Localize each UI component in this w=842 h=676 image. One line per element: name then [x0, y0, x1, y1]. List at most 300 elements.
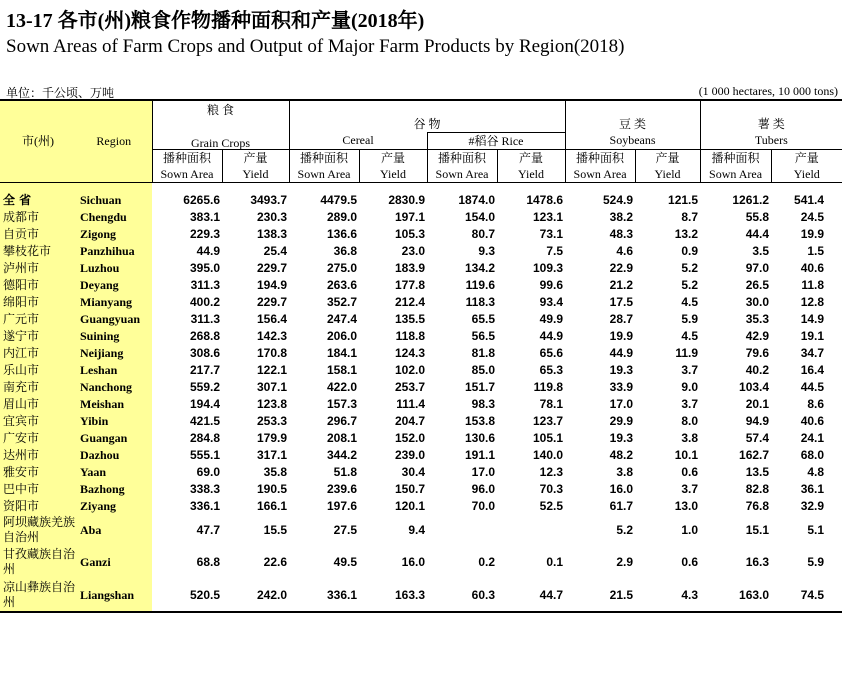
col-header-yield-en: Yield — [771, 167, 842, 183]
value-cell: 119.8 — [533, 379, 564, 394]
table-row — [0, 242, 842, 259]
region-name-en: Ganzi — [76, 546, 152, 578]
col-header-grain-cn: 粮 食 — [152, 100, 289, 118]
value-cell: 105.3 — [394, 226, 426, 241]
value-cell: 111.4 — [396, 396, 426, 411]
col-header-rice: #稻谷 Rice — [427, 132, 565, 149]
value-cell: 311.3 — [190, 311, 220, 326]
value-cell: 336.1 — [189, 498, 220, 513]
value-cell: 98.3 — [471, 396, 496, 411]
region-name-cn: 广元市 — [0, 310, 76, 327]
table-row — [0, 480, 842, 497]
region-name-en: Nanchong — [76, 378, 152, 395]
value-cell: 422.0 — [326, 379, 358, 394]
value-cell: 19.3 — [609, 362, 634, 377]
region-name-cn: 巴中市 — [0, 480, 76, 497]
table-title-en: Sown Areas of Farm Crops and Output of Major Farm Products by Region(2018) — [6, 36, 625, 57]
col-header-yield-cn: 产量 — [635, 149, 700, 167]
value-cell: 194.4 — [189, 396, 220, 411]
value-cell: 1874.0 — [458, 192, 496, 207]
region-name-en: Luzhou — [76, 259, 152, 276]
col-header-tuber-en: Tubers — [700, 132, 842, 149]
value-cell: 16.0 — [401, 555, 426, 569]
table-row — [0, 412, 842, 429]
value-cell: 93.4 — [539, 294, 564, 309]
value-cell: 55.8 — [745, 209, 770, 224]
value-cell: 135.5 — [394, 311, 426, 326]
value-cell: 239.6 — [326, 481, 358, 496]
value-cell: 352.7 — [326, 294, 358, 309]
table-row — [0, 463, 842, 480]
region-col-fill — [76, 182, 152, 191]
value-cell: 9.3 — [478, 243, 496, 258]
value-cell: 68.8 — [196, 555, 220, 569]
col-header-area-en: Sown Area — [289, 167, 359, 183]
value-cell: 76.8 — [745, 498, 770, 513]
value-cell: 170.8 — [256, 345, 288, 360]
value-cell: 29.9 — [609, 413, 634, 428]
value-cell: 15.5 — [263, 523, 288, 537]
value-cell: 0.6 — [681, 464, 699, 479]
value-cell: 19.1 — [800, 328, 825, 343]
table-body — [0, 182, 842, 612]
value-cell: 163.0 — [700, 578, 771, 612]
table-row — [0, 546, 842, 578]
region-name-cn: 绵阳市 — [0, 293, 76, 310]
col-header-area-en: Sown Area — [700, 167, 771, 183]
region-name-en: Deyang — [76, 276, 152, 293]
value-cell: 559.2 — [189, 379, 220, 394]
table-row — [0, 378, 842, 395]
table-row — [0, 446, 842, 463]
value-cell: 230.3 — [256, 209, 288, 224]
value-cell: 15.1 — [745, 523, 770, 537]
value-cell: 22.9 — [609, 260, 634, 275]
value-cell: 96.0 — [471, 481, 496, 496]
table-row — [0, 395, 842, 412]
value-cell: 13.0 — [674, 498, 699, 513]
value-cell: 78.1 — [539, 396, 564, 411]
value-cell: 56.5 — [471, 328, 496, 343]
col-header-yield-cn: 产量 — [771, 149, 842, 167]
region-name-cn: 凉山彝族自治州 — [0, 578, 76, 612]
value-cell: 34.7 — [800, 345, 825, 360]
region-name-en: Guangyuan — [76, 310, 152, 327]
value-cell: 1478.6 — [526, 192, 564, 207]
value-cell: 138.3 — [256, 226, 288, 241]
col-header-yield-en: Yield — [222, 167, 289, 183]
value-cell: 5.2 — [681, 277, 699, 292]
value-cell: 27.5 — [333, 523, 358, 537]
value-cell: 124.3 — [394, 345, 426, 360]
value-cell: 307.1 — [256, 379, 288, 394]
value-cell: 51.8 — [333, 464, 358, 479]
region-name-cn: 遂宁市 — [0, 327, 76, 344]
value-cell: 102.0 — [394, 362, 426, 377]
value-cell: 317.1 — [256, 447, 288, 462]
table-row — [0, 429, 842, 446]
value-cell: 57.4 — [745, 430, 770, 445]
value-cell: 23.0 — [401, 243, 426, 258]
value-cell: 44.7 — [497, 578, 565, 612]
value-cell: 118.8 — [395, 328, 426, 343]
value-cell: 82.8 — [745, 481, 770, 496]
value-cell: 400.2 — [189, 294, 220, 309]
value-cell: 65.3 — [539, 362, 564, 377]
value-cell: 25.4 — [263, 243, 288, 258]
value-cell: 74.5 — [771, 578, 842, 612]
region-name-en: Neijiang — [76, 344, 152, 361]
value-cell: 2830.9 — [388, 192, 426, 207]
value-cell: 44.4 — [745, 226, 770, 241]
region-name-en: Liangshan — [76, 578, 152, 612]
table-row — [0, 310, 842, 327]
value-cell: 70.0 — [471, 498, 496, 513]
value-cell: 289.0 — [326, 209, 358, 224]
value-cell: 8.0 — [681, 413, 699, 428]
value-cell: 35.8 — [263, 464, 288, 479]
value-cell: 263.6 — [326, 277, 358, 292]
col-header-yield-en: Yield — [635, 167, 700, 183]
value-cell: 206.0 — [326, 328, 358, 343]
value-cell: 0.9 — [681, 243, 699, 258]
value-cell: 32.9 — [800, 498, 825, 513]
value-cell: 3493.7 — [250, 192, 288, 207]
value-cell: 14.9 — [800, 311, 825, 326]
value-cell: 81.8 — [471, 345, 496, 360]
value-cell: 119.6 — [465, 277, 496, 292]
value-cell: 0.2 — [478, 555, 496, 569]
value-cell — [427, 514, 497, 546]
value-cell: 80.7 — [471, 226, 496, 241]
value-cell: 311.3 — [190, 277, 220, 292]
value-cell: 150.7 — [394, 481, 426, 496]
region-name-en: Leshan — [76, 361, 152, 378]
col-header-area-en: Sown Area — [565, 167, 635, 183]
region-name-cn: 资阳市 — [0, 497, 76, 514]
col-header-yield-cn: 产量 — [497, 149, 565, 167]
value-cell: 421.5 — [189, 413, 220, 428]
region-name-en: Zigong — [76, 225, 152, 242]
value-cell: 4.5 — [681, 328, 699, 343]
data-table — [0, 99, 842, 613]
value-cell: 336.1 — [289, 578, 359, 612]
col-header-area-cn: 播种面积 — [565, 149, 635, 167]
value-cell: 19.9 — [800, 226, 825, 241]
value-cell: 208.1 — [326, 430, 358, 445]
table-row — [0, 293, 842, 310]
value-cell: 24.5 — [800, 209, 825, 224]
value-cell: 4.6 — [616, 243, 634, 258]
value-cell: 48.2 — [609, 447, 634, 462]
value-cell: 162.7 — [739, 447, 770, 462]
value-cell: 275.0 — [326, 260, 358, 275]
value-cell: 6265.6 — [183, 192, 220, 207]
value-cell: 44.9 — [609, 345, 634, 360]
value-cell: 69.0 — [196, 464, 220, 479]
value-cell: 184.1 — [326, 345, 358, 360]
region-col-fill — [0, 182, 76, 191]
table-row — [0, 327, 842, 344]
value-cell: 35.3 — [745, 311, 770, 326]
col-header-area-cn: 播种面积 — [289, 149, 359, 167]
value-cell: 68.0 — [800, 447, 825, 462]
value-cell: 10.1 — [674, 447, 699, 462]
value-cell: 26.5 — [745, 277, 770, 292]
value-cell: 17.5 — [609, 294, 634, 309]
region-name-en: Suining — [76, 327, 152, 344]
value-cell: 247.4 — [326, 311, 358, 326]
value-cell: 5.2 — [681, 260, 699, 275]
region-name-cn: 眉山市 — [0, 395, 76, 412]
value-cell: 3.7 — [681, 481, 699, 496]
unit-label-cn: 单位：千公顷、万吨 — [6, 86, 115, 100]
value-cell: 13.2 — [674, 226, 699, 241]
value-cell: 344.2 — [326, 447, 358, 462]
value-cell: 19.9 — [609, 328, 634, 343]
value-cell: 65.6 — [539, 345, 564, 360]
value-cell: 151.7 — [464, 379, 496, 394]
region-name-en: Yibin — [76, 412, 152, 429]
value-cell: 520.5 — [152, 578, 222, 612]
value-cell: 154.0 — [464, 209, 496, 224]
table-row — [0, 225, 842, 242]
value-cell: 65.5 — [471, 311, 496, 326]
value-cell: 60.3 — [427, 578, 497, 612]
value-cell: 28.7 — [609, 311, 634, 326]
value-cell: 156.4 — [256, 311, 288, 326]
value-cell: 38.2 — [609, 209, 634, 224]
value-cell: 4.3 — [635, 578, 700, 612]
value-cell: 4.8 — [807, 464, 825, 479]
value-cell: 7.5 — [546, 243, 564, 258]
value-cell: 0.6 — [681, 555, 699, 569]
value-cell: 197.1 — [394, 209, 426, 224]
value-cell: 134.2 — [464, 260, 496, 275]
col-header-yield-en: Yield — [497, 167, 565, 183]
col-header-cereal-en: Cereal — [289, 132, 427, 149]
value-cell: 194.9 — [256, 277, 288, 292]
value-cell: 383.1 — [189, 209, 220, 224]
col-header-area-en: Sown Area — [427, 167, 497, 183]
col-header-yield-cn: 产量 — [222, 149, 289, 167]
value-cell: 296.7 — [326, 413, 358, 428]
value-cell: 105.1 — [533, 430, 564, 445]
value-cell: 229.3 — [189, 226, 220, 241]
region-name-cn: 泸州市 — [0, 259, 76, 276]
value-cell: 212.4 — [394, 294, 426, 309]
region-name-cn: 攀枝花市 — [0, 242, 76, 259]
value-cell: 3.5 — [752, 243, 770, 258]
value-cell: 1.5 — [807, 243, 825, 258]
value-cell: 17.0 — [609, 396, 634, 411]
value-cell: 3.8 — [616, 464, 634, 479]
value-cell: 197.6 — [326, 498, 358, 513]
value-cell: 30.0 — [745, 294, 770, 309]
col-header-region-cn: 市(州) — [0, 100, 76, 182]
col-header-cereal-cn: 谷 物 — [289, 100, 565, 132]
col-header-soy-en: Soybeans — [565, 132, 700, 149]
value-cell: 40.6 — [800, 260, 825, 275]
value-cell: 49.9 — [539, 311, 564, 326]
value-cell: 19.3 — [609, 430, 634, 445]
value-cell: 24.1 — [800, 430, 825, 445]
value-cell: 16.3 — [745, 555, 770, 569]
value-cell: 73.1 — [539, 226, 564, 241]
value-cell: 217.7 — [189, 362, 220, 377]
col-header-grain-en: Grain Crops — [152, 132, 289, 149]
value-cell: 158.1 — [326, 362, 358, 377]
value-cell: 94.9 — [745, 413, 770, 428]
region-name-en: Aba — [76, 514, 152, 546]
region-name-en: Dazhou — [76, 446, 152, 463]
region-name-cn: 乐山市 — [0, 361, 76, 378]
value-cell: 121.5 — [668, 192, 699, 207]
value-cell: 5.2 — [616, 523, 634, 537]
value-cell: 229.7 — [256, 294, 288, 309]
value-cell: 20.1 — [745, 396, 770, 411]
value-cell: 21.5 — [565, 578, 635, 612]
value-cell: 61.7 — [609, 498, 634, 513]
value-cell: 16.4 — [800, 362, 825, 377]
value-cell: 36.1 — [800, 481, 825, 496]
col-header-yield-en: Yield — [359, 167, 427, 183]
value-cell: 4.5 — [681, 294, 699, 309]
table-row — [0, 276, 842, 293]
value-cell: 8.7 — [681, 209, 699, 224]
value-cell: 85.0 — [471, 362, 496, 377]
value-cell: 130.6 — [464, 430, 496, 445]
value-cell: 268.8 — [189, 328, 220, 343]
col-header-grain-spacer — [152, 118, 289, 132]
value-cell: 8.6 — [807, 396, 825, 411]
region-name-cn: 全 省 — [0, 191, 76, 208]
table-row — [0, 259, 842, 276]
region-name-cn: 内江市 — [0, 344, 76, 361]
value-cell: 555.1 — [189, 447, 220, 462]
col-header-area-cn: 播种面积 — [152, 149, 222, 167]
value-cell: 49.5 — [333, 555, 358, 569]
value-cell: 153.8 — [464, 413, 496, 428]
value-cell: 395.0 — [189, 260, 220, 275]
value-cell: 2.9 — [616, 555, 634, 569]
value-cell: 140.0 — [533, 447, 564, 462]
value-cell: 524.9 — [603, 192, 634, 207]
col-header-region-en: Region — [76, 100, 152, 182]
value-cell: 179.9 — [256, 430, 288, 445]
value-cell: 21.2 — [609, 277, 634, 292]
col-header-tuber-cn: 薯 类 — [700, 100, 842, 132]
value-cell: 9.4 — [408, 523, 426, 537]
value-cell: 42.9 — [745, 328, 770, 343]
value-cell: 22.6 — [263, 555, 288, 569]
region-name-cn: 宜宾市 — [0, 412, 76, 429]
spacer-row — [0, 182, 842, 191]
value-cell: 97.0 — [745, 260, 770, 275]
total-row — [0, 191, 842, 208]
value-cell: 152.0 — [394, 430, 426, 445]
value-cell: 44.9 — [196, 243, 220, 258]
value-cell: 3.7 — [681, 396, 699, 411]
region-name-en: Chengdu — [76, 208, 152, 225]
value-cell: 239.0 — [394, 447, 426, 462]
table-row — [0, 361, 842, 378]
value-cell: 11.8 — [801, 277, 825, 292]
value-cell: 122.1 — [256, 362, 288, 377]
value-cell: 190.5 — [256, 481, 288, 496]
value-cell: 253.3 — [256, 413, 288, 428]
spacer-cell — [152, 182, 842, 191]
region-name-en: Yaan — [76, 463, 152, 480]
value-cell: 183.9 — [394, 260, 426, 275]
region-name-en: Sichuan — [76, 191, 152, 208]
region-name-en: Bazhong — [76, 480, 152, 497]
value-cell: 123.7 — [533, 413, 564, 428]
col-header-area-cn: 播种面积 — [427, 149, 497, 167]
value-cell: 5.9 — [681, 311, 699, 326]
value-cell: 284.8 — [189, 430, 220, 445]
value-cell: 13.5 — [745, 464, 770, 479]
region-name-cn: 雅安市 — [0, 463, 76, 480]
value-cell: 118.3 — [465, 294, 496, 309]
table-row — [0, 344, 842, 361]
value-cell: 40.2 — [745, 362, 770, 377]
value-cell: 191.1 — [464, 447, 496, 462]
value-cell: 44.9 — [539, 328, 564, 343]
table-header — [0, 100, 842, 182]
value-cell: 79.6 — [745, 345, 770, 360]
value-cell: 103.4 — [739, 379, 770, 394]
value-cell: 52.5 — [539, 498, 564, 513]
value-cell: 253.7 — [394, 379, 426, 394]
value-cell: 177.8 — [394, 277, 426, 292]
value-cell: 1.0 — [681, 523, 699, 537]
value-cell: 5.9 — [807, 555, 825, 569]
value-cell: 12.3 — [539, 464, 564, 479]
table-row — [0, 578, 842, 612]
region-name-cn: 德阳市 — [0, 276, 76, 293]
region-name-cn: 广安市 — [0, 429, 76, 446]
value-cell: 30.4 — [401, 464, 426, 479]
value-cell: 1261.2 — [732, 192, 770, 207]
value-cell: 3.8 — [681, 430, 699, 445]
value-cell: 4479.5 — [320, 192, 358, 207]
value-cell: 229.7 — [256, 260, 288, 275]
value-cell: 166.1 — [256, 498, 288, 513]
value-cell: 120.1 — [394, 498, 426, 513]
region-name-cn: 南充市 — [0, 378, 76, 395]
value-cell — [497, 514, 565, 546]
region-name-en: Mianyang — [76, 293, 152, 310]
region-name-cn: 成都市 — [0, 208, 76, 225]
value-cell: 70.3 — [539, 481, 564, 496]
value-cell: 3.7 — [681, 362, 699, 377]
region-name-en: Guangan — [76, 429, 152, 446]
value-cell: 5.1 — [807, 523, 825, 537]
value-cell: 9.0 — [681, 379, 699, 394]
value-cell: 123.8 — [256, 396, 288, 411]
col-header-area-en: Sown Area — [152, 167, 222, 183]
value-cell: 109.3 — [533, 260, 564, 275]
value-cell: 204.7 — [394, 413, 426, 428]
col-header-yield-cn: 产量 — [359, 149, 427, 167]
region-name-cn: 自贡市 — [0, 225, 76, 242]
value-cell: 242.0 — [222, 578, 289, 612]
unit-label-en: (1 000 hectares, 10 000 tons) — [698, 84, 838, 98]
region-name-cn: 阿坝藏族羌族自治州 — [0, 514, 76, 546]
col-header-area-cn: 播种面积 — [700, 149, 771, 167]
col-header-soy-cn: 豆 类 — [565, 100, 700, 132]
